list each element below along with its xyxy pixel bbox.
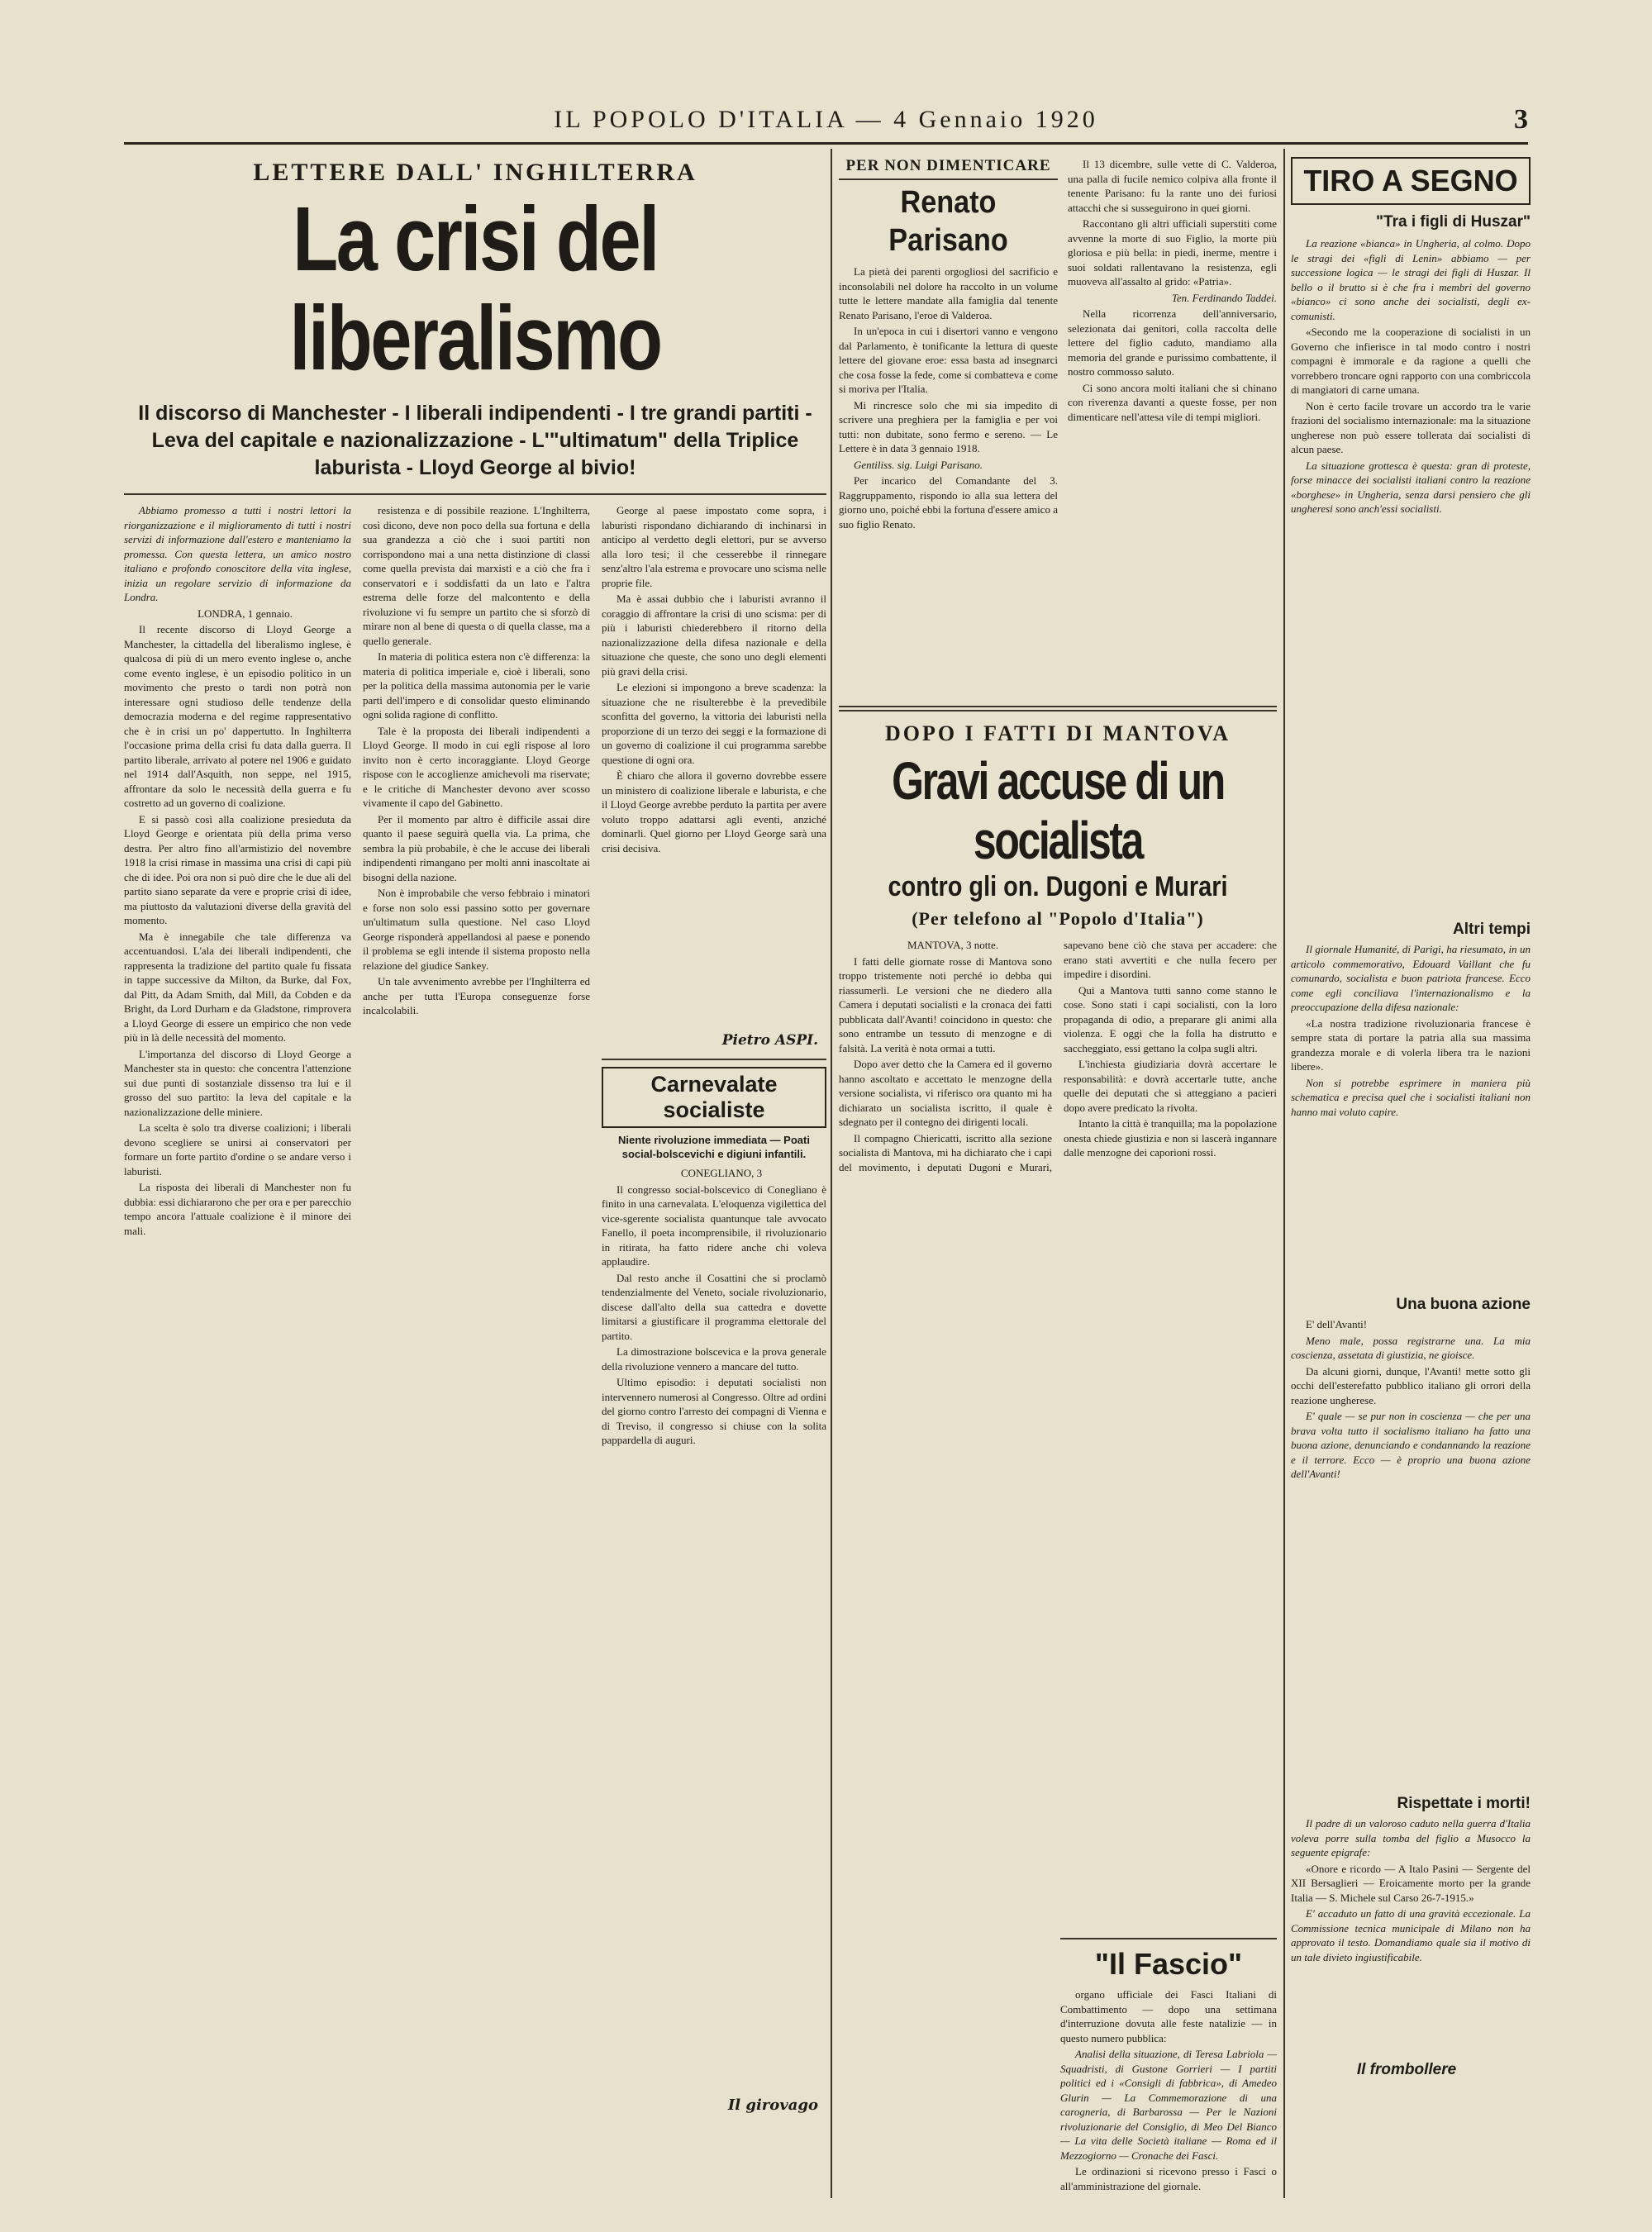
tiro-sub-title: Altri tempi — [1453, 921, 1531, 938]
lead-column-3 — [602, 503, 826, 1032]
lead-paragraph: Un tale avvenimento avrebbe per l'Inghilterra ed anche per tutta l'Europa conseguenze forse incalcolabili. — [363, 975, 590, 1016]
lead-paragraph: Tale è la proposta dei liberali indipendenti a Lloyd George. Il modo in cui egli rispose al loro invito non è certo incoraggiante. Lloyd George rispose con le accoglienze amichevoli ma riservate; e le critiche di Manchester devono aver scosso vivamente il capo del Gabinetto. — [363, 724, 590, 809]
tiro-text — [1291, 236, 1531, 914]
parisano-paragraph: Gentiliss. sig. Luigi Parisano. — [854, 458, 983, 471]
tiro-paragraph: «Secondo me la cooperazione di socialisti in un Governo che infierisce in tal modo contro i nostri compagni è immorale e da ragione a quelli che vorrebbero troncare ogni rapporto con una combriccola di mangiatori di carne umana. — [1291, 326, 1531, 396]
fascio-paragraph: organo ufficiale dei Fasci Italiani di Combattimento — dopo una settimana d'interruzione dovuta alle feste natalizie — in questo numero pubblica: — [1060, 1988, 1277, 2044]
fascio-title: "Il Fascio" — [1094, 1947, 1243, 1981]
parisano-author: Ten. Ferdinando Taddei. — [1171, 291, 1277, 304]
tiro-column — [1291, 157, 1531, 2079]
carnevalate-paragraph: La dimostrazione bolscevica e la prova generale della rivoluzione vennero a mancare del tutto. — [602, 1345, 826, 1373]
mantova-paragraph: Il compagno Chiericatti, iscritto alla sezione socialista di Mantova, mi ha dichiarato che i capi del movimento, i deputati Dugoni e Murari, sapevano bene ciò che stava per accadere: che erano stati avvertiti e che nulla fecero per impedire i disordini. — [839, 939, 1277, 1173]
lead-paragraph: Non è improbabile che verso febbraio i minatori e forse non solo essi passino sotto per governare un'ultimatum sulla questione. Nel caso Lloyd George risponderà appellandosi al paese e ponendo il problema se egli intende il sistema proposto nella relazione del giudice Sankey. — [363, 887, 590, 972]
parisano-paragraph: Raccontano gli altri ufficiali superstiti come avvenne la morte di suo Figlio, la morte più gloriosa e più bella: in piedi, inerme, mentre i suoi soldati rallentavano la resistenza, egli muoveva all'assalto al grido: «Patria». — [1068, 217, 1277, 288]
section-rule — [1060, 1938, 1277, 1939]
tiro-sub-paragraph: Non si potrebbe esprimere in maniera più schematica e precisa quel che i socialisti italiani non hanno mai voluto capire. — [1291, 1076, 1531, 1118]
lead-column-3-wrapper — [602, 503, 826, 2189]
lead-column-1 — [124, 503, 351, 2189]
parisano-kicker: PER NON DIMENTICARE — [845, 157, 1051, 174]
parisano-title: Renato Parisano — [888, 185, 1008, 258]
carnevalate-paragraph: CONEGLIANO, 3 — [680, 1167, 763, 1179]
tiro-paragraph: La reazione «bianca» in Ungheria, al colmo. Dopo le stragi dei «figli di Lenin» abbiamo — per successione logica — le stragi dei figli di Huszar. Il bello o il brutto si è che fra i membri del governo «bianco» ci sono anche dei socialisti, degli ex-comunisti. — [1291, 237, 1531, 322]
lead-paragraph: E si passò così alla coalizione presieduta da Lloyd George e orientata più della prima verso destra. Per altro fino all'armistizio del novembre 1918 la crisi rimase in massima una crisi di capi più che di idee. Poi ora non si può dire che le due ali del partito siano separate da vere e proprie crisi di idee, ma piuttosto da valutazioni diverse della gravità del momento. — [124, 812, 351, 926]
mantova-subhead: contro gli on. Dugoni e Murari — [888, 871, 1228, 902]
tiro-sub1-text — [1291, 942, 1531, 1289]
tiro-paragraph: La situazione grottesca è questa: gran di proteste, forse minacce dei socialisti italiani contro la reazione «borghese» in Ungheria, senza darsi pensiero che gli ungheresi sono anch'essi socialisti. — [1291, 459, 1531, 515]
carnevalate-paragraph: Il congresso social-bolscevico di Conegliano è finito in una carnevalata. L'eloquenza vigilettica del vice-sgerente socialista quantunque tale avvocato Fanello, il poeta incomprensibile, il rivoluzionario in ritirata, ha fatto ridere anche chi voleva applaudire. — [602, 1183, 826, 1268]
tiro-sub-paragraph: «La nostra tradizione rivoluzionaria francese è sempre stata di portare la patria alla sua massima grandezza morale e di volerla libera tra le nazioni libere». — [1291, 1016, 1531, 1073]
tiro-sub-paragraph: «Onore e ricordo — A Italo Pasini — Sergente del XII Bersaglieri — Eroicamente morto per la grande Italia — S. Michele sul Carso 26-7-1915.» — [1291, 1862, 1531, 1904]
mantova-article — [839, 721, 1277, 1938]
mantova-paragraph: Qui a Mantova tutti sanno come stanno le cose. Sono stati i capi socialisti, con la loro propaganda di odio, a preparare gli animi alla violenza. E oggi che la folla ha distrutto e saccheggiato, essi gettano la colpa sugli altri. — [1064, 983, 1277, 1054]
section-rule — [839, 178, 1058, 180]
lead-paragraph: La scelta è solo tra diverse coalizioni; i liberali devono scegliere se unirsi ai conservatori per formare un forte partito d'ordine o se andare verso i laburisti. — [124, 1121, 351, 1178]
mantova-headline: Gravi accuse di un socialista — [892, 751, 1224, 870]
tiro-sub-title: Rispettate i morti! — [1397, 1795, 1531, 1812]
middle-block — [839, 157, 1277, 2211]
lead-paragraph: George al paese impostato come sopra, i laburisti rispondano dichiarando di inchinarsi in anticipo al verdetto degli elettori, pur se avverso alla loro tesi; il che cesserebbe il rinnegare senz'altro l'ala estrema e provocare uno scisma nelle proprie file. — [602, 504, 826, 589]
lead-headline: La crisi del liberalismo — [289, 188, 661, 389]
carnevalate-signature: Il girovago — [727, 2096, 818, 2114]
lead-paragraph: Il recente discorso di Lloyd George a Manchester, la cittadella del liberalismo inglese, è qualcosa di più di un mero evento inglese o, anche come evento inglese, è un episodio politico in un movimento che presto o tardi non potrà non interessare ogni studioso delle tendenze della democrazia moderna e del regime rappresentativo che è in crisi un po' dappertutto. In Inghilterra l'occasione prima della crisi fu data dalla guerra. Il partito liberale, arrivato al potere nel 1906 e guidato nel 1914 dall'Asquith, non seppe, nel 1915, affrontare da solo le necessità della guerra e fu costretto ad un governo di coalizione. — [124, 623, 351, 809]
parisano-paragraph: Nella ricorrenza dell'anniversario, selezionata dai genitori, colla raccolta delle lettere del figlio caduto, mandiamo alla memoria del grande e purissimo combattente, il nostro commosso saluto. — [1068, 307, 1277, 378]
column-divider — [831, 149, 832, 2198]
tiro-sub3-text — [1291, 1816, 1531, 2056]
carnevalate-text — [602, 1166, 826, 2092]
carnevalate-paragraph: Dal resto anche il Cosattini che si proclamò tendenzialmente del Veneto, sociale rivoluzionario, discese dall'alto della sua cattedra e dovette limitarsi a giustificare il programma elettorale del partito. — [602, 1271, 826, 1342]
tiro-sub-paragraph: Il padre di un valoroso caduto nella guerra d'Italia voleva porre sulla tomba del figlio a Musocco la seguente epigrafe: — [1291, 1817, 1531, 1858]
tiro-signature: Il frombollere — [1356, 2061, 1457, 2078]
section-rule — [839, 706, 1277, 707]
parisano-paragraph: Mi rincresce solo che mi sia impedito di scrivere una preghiera per la famiglia e per voi tutti: non dubitate, sono fermo e sereno. — Le Lettere è in data 3 gennaio 1918. — [839, 398, 1058, 454]
tiro-kicker: "Tra i figli di Huszar" — [1376, 213, 1531, 231]
mantova-kicker: DOPO I FATTI DI MANTOVA — [884, 721, 1231, 745]
carnevalate-title: Carnevalate socialiste — [602, 1067, 826, 1128]
lead-rule — [124, 493, 826, 495]
carnevalate-paragraph: Ultimo episodio: i deputati socialisti non intervennero numerosi al Congresso. Oltre ad ordini del giorno contro l'arresto dei compagni di Vienna e di Treviso, il congresso si chiuse con la solita pappardella di auguri. — [602, 1376, 826, 1446]
parisano-paragraph: In un'epoca in cui i disertori vanno e vengono dal Parlamento, è tonificante la lettura di queste lettere del giovane eroe: essa basta ad insegnarci che cosa fosse la fede, come si combatteva e come si moriva per l'Italia. — [839, 325, 1058, 395]
carnevalate-subtitle: Niente rivoluzione immediata — Poati social-bolscevichi e digiuni infantili. — [618, 1134, 810, 1160]
tiro-sub-paragraph: Da alcuni giorni, dunque, l'Avanti! mette sotto gli occhi dell'esterefatto pubblico italiano gli orrori della reazione ungherese. — [1291, 1364, 1531, 1406]
mantova-paragraph: MANTOVA, 3 notte. — [907, 939, 999, 951]
mantova-byline: (Per telefono al "Popolo d'Italia") — [912, 908, 1204, 929]
lead-subhead: Il discorso di Manchester - I liberali indipendenti - I tre grandi partiti - Leva del capitale e nazionalizzazione - L'"ultimatum" della Triplice laburista - Lloyd George al bivio! — [138, 402, 812, 479]
tiro-sub-title: Una buona azione — [1396, 1296, 1531, 1313]
lead-paragraph: La risposta dei liberali di Manchester non fu dubbia: essi dichiararono che per ora e per parecchio tempo ancora l'attuale coalizione è il minore dei mali. — [124, 1181, 351, 1237]
mantova-paragraph: Dopo aver detto che la Camera ed il governo hanno ascoltato e accettato le menzogne della versione socialista, vi riferisco ora quanto mi ha dichiarato un socialista iscritto, il quale è sdegnato per il contegno dei dirigenti locali. — [839, 1058, 1052, 1128]
mantova-paragraph: L'inchiesta giudiziaria dovrà accertare le responsabilità: e dovrà accertarle tutte, anche quelle dei deputati che si atteggiano a pacieri dopo avere predicato la rivolta. — [1064, 1058, 1277, 1114]
parisano-paragraph: Per incarico del Comandante del 3. Raggruppamento, rispondo io alla sua lettera del giorno uno, poiché ebbi la fortuna d'essere amico a suo figlio Renato. — [839, 474, 1058, 531]
page-number: 3 — [1514, 104, 1528, 135]
masthead — [124, 99, 1528, 140]
section-rule — [602, 1059, 826, 1060]
lead-paragraph: Le elezioni si impongono a breve scadenza: la situazione che ne risulterebbe è la prevedibile sconfitta del governo, la vittoria dei laburisti nella proporzione di un terzo dei seggi e la formazione di un governo di coalizione il cui programma sarebbe questione di ogni ora. — [602, 681, 826, 766]
lead-intro: Abbiamo promesso a tutti i nostri lettori la riorganizzazione e il miglioramento di tutti i nostri servizi di informazione dall'estero e manteniamo la promessa. Con questa lettera, un amico nostro italiano e profondo conoscitore della vita inglese, inizia un regolare servizio di informazione da Londra. — [124, 504, 351, 603]
lead-paragraph: Per il momento par altro è difficile assai dire quanto il paese seguirà quella via. La prima, che sembra la più probabile, è che le accuse dei liberali indipendenti rimangano per molti anni inascoltate ai bisogni della nazione. — [363, 812, 590, 883]
masthead-rule — [124, 142, 1528, 145]
fascio-text — [1060, 1987, 1277, 2211]
lead-paragraph: L'importanza del discorso di Lloyd George a Manchester sta in questo: che concentra l'attenzione sui due punti di sostanziale dissenso tra lui e il grosso del suo partito: la leva del capitale e la nazionalizzazione delle miniere. — [124, 1047, 351, 1118]
mantova-paragraph: Intanto la città è tranquilla; ma la popolazione onesta chiede giustizia e non si lascerà ingannare dalle menzogne dei caporioni rossi. — [1064, 1117, 1277, 1159]
tiro-sub-paragraph: E' dell'Avanti! — [1306, 1318, 1368, 1330]
tiro-sub-paragraph: E' accaduto un fatto di una gravità eccezionale. La Commissione tecnica municipale di Milano non ha approvato il testo. Domandiamo quale sia il motivo di un tale divieto ingiustificabile. — [1291, 1907, 1531, 1963]
lead-paragraph: In materia di politica estera non c'è differenza: la materia di politica imperiale e, cioè i liberali, sono per la politica della massima autonomia per le varie parti dell'impero e di consolidar questo eliminando ogni solida ragione di conflitto. — [363, 650, 590, 721]
tiro-sub-paragraph: E' quale — se pur non in coscienza — che per una brava volta tutto il socialismo italiano ha fatto una buona azione, denunciando e condannando la reazione e il terrore. Ecco — è proprio una buona azione dell'Avanti! — [1291, 1410, 1531, 1480]
lead-kicker: LETTERE DALL' INGHILTERRA — [253, 159, 697, 186]
lead-column-2 — [363, 503, 590, 2189]
parisano-paragraph: La pietà dei parenti orgogliosi del sacrificio e inconsolabili nel dolore ha raccolto in un volume tutte le lettere mandate alla famiglia dal tenente Renato Parisano, l'eroe di Valderoa. — [839, 265, 1058, 321]
tiro-sub-paragraph: Meno male, possa registrarne una. La mia coscienza, assetata di giustizia, ne gioisce. — [1291, 1334, 1531, 1361]
mantova-paragraph: I fatti delle giornate rosse di Mantova sono troppo tristemente noti perché io debba qui riassumerli. Le versioni che ne diedero alla Camera i deputati socialisti e la cronaca dei fatti pubblicata dall'Avanti! coincidono in questo: che sono entrambe un tessuto di menzogne e di falsità. La verità è nota ormai a tutti. — [839, 954, 1052, 1054]
column-divider — [1283, 149, 1285, 2198]
lead-paragraph: Ma è innegabile che tale differenza va accentuandosi. L'ala dei liberali indipendenti, che rappresenta la tradizione del partito quale fu fissata in tappe successive da Milton, da Burke, dal Fox, dal Pitt, da Adam Smith, dal Mill, da Cobden e da Bright, da Lord Durham e da Gladstone, rimprovera a Lloyd George di essere un empirico che non vede più in là delle necessità del momento. — [124, 930, 351, 1044]
section-rule — [839, 710, 1277, 711]
tiro-sub-paragraph: Il giornale Humanité, di Parigi, ha riesumato, in un articolo commemorativo, Edouard Vaillant che fu comunardo, socialista e buon patriota francese. Ecco come egli conciliava l'internazionalismo e la preoccupazione della difesa nazionale: — [1291, 943, 1531, 1013]
masthead-title: IL POPOLO D'ITALIA — 4 Gennaio 1920 — [554, 106, 1098, 133]
fascio-article — [1060, 1938, 1277, 2211]
parisano-paragraph: Ci sono ancora molti italiani che si chinano con riverenza davanti a queste fosse, per non dimenticare nell'attesa vile di tempi migliori. — [1068, 381, 1277, 423]
lead-paragraph: resistenza e di possibile reazione. L'Inghilterra, così dicono, deve non poco della sua fortuna e della sua grandezza a ciò che i suoi partiti non corrispondono mai a una netta distinzione di classi come quella prevista dai marxisti e a ciò che fra i conservatori e i soddisfatti da un lato e l'altra estrema delle forze del malcontento e della rivoluzione vi fu sempre un partito che si sforzò di mirare non al bene di questa o di quella classe, ma a quello generale. — [363, 504, 590, 647]
parisano-text-1 — [839, 264, 1058, 694]
tiro-sub2-text — [1291, 1317, 1531, 1788]
lead-signature: Pietro ASPI. — [721, 1032, 818, 1049]
tiro-paragraph: Non è certo facile trovare un accordo tra le varie frazioni del socialismo internazionale: ma la situazione ungherese non può essere tollerata dai socialisti di alcun paese. — [1291, 399, 1531, 455]
lead-paragraph: È chiaro che allora il governo dovrebbe essere un ministero di coalizione liberale e laburista, e che il Lloyd George avrebbe perduto la partita per avere voluto troppo adattarsi agli eventi, anziché dominarli. Quel giorno per Lloyd George sarà una crisi decisiva. — [602, 769, 826, 854]
parisano-article — [839, 157, 1058, 694]
parisano-paragraph: Il 13 dicembre, sulle vette di C. Valderoa, una palla di fucile nemico colpiva alla fronte il tenente Parisano: fu la rante uno dei furiosi attacchi che si susseguirono in quei giorni. — [1068, 158, 1277, 214]
tiro-title: TIRO A SEGNO — [1291, 157, 1531, 205]
lead-paragraph: LONDRA, 1 gennaio. — [198, 607, 293, 620]
fascio-paragraph: Analisi della situazione, di Teresa Labriola — Squadristi, di Gustone Gorrieri — I partiti politici ed i «Consigli di fabbrica», di Amedeo Glurin — La Commemorazione di una carogneria, di Barbarossa — Per le Nazioni rivoluzionarie del Consiglio, di Meo Del Bianco — La vita delle Società italiane — Roma ed il Mezzogiorno — Cronache dei Fasci. — [1060, 2048, 1277, 2162]
mantova-text — [839, 938, 1277, 1938]
lead-paragraph: Ma è assai dubbio che i laburisti avranno il coraggio di affrontare la crisi di uno scisma: per di più i laburisti chiederebbero il ritorno della nazionalizzazione della difesa nazionale e della situazione che queste, che sono uno degli elementi più gravi della crisi. — [602, 593, 826, 678]
parisano-text-2 — [1068, 157, 1277, 653]
lead-article — [124, 157, 826, 2189]
carnevalate-article — [602, 1067, 826, 2114]
fascio-paragraph: Le ordinazioni si ricevono presso i Fasci o all'amministrazione del giornale. — [1060, 2165, 1277, 2192]
